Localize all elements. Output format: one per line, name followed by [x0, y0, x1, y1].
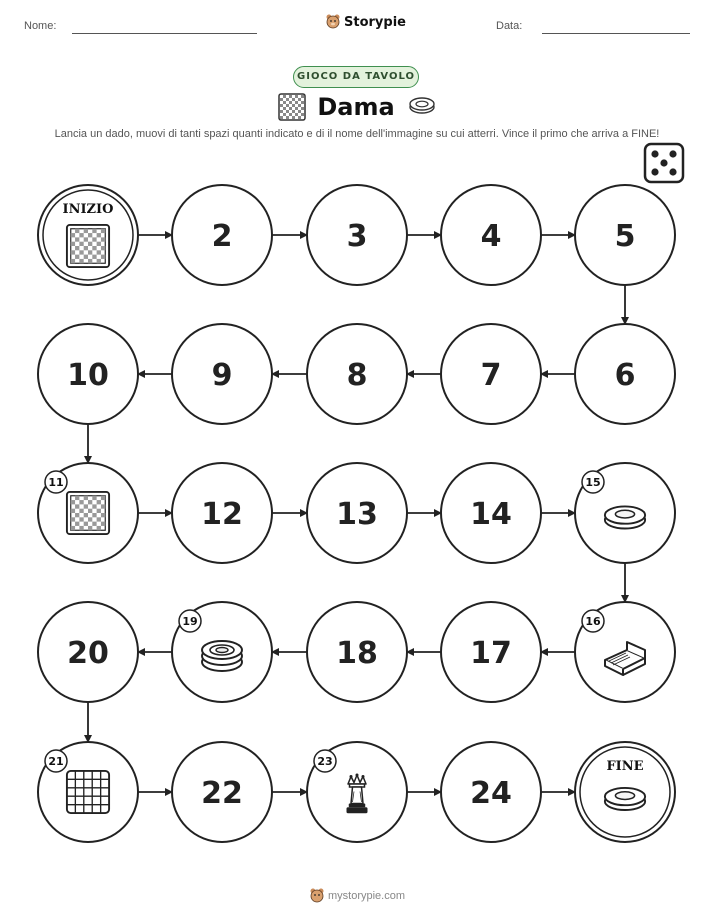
board-space[interactable]: [441, 463, 541, 563]
start-space[interactable]: [38, 185, 138, 285]
board-space[interactable]: [38, 463, 138, 563]
footer: [310, 888, 405, 904]
space-number: 4: [480, 219, 502, 254]
space-number: 9: [211, 358, 233, 393]
board-space[interactable]: [575, 185, 675, 285]
board-space[interactable]: [441, 324, 541, 424]
space-number: 12: [201, 497, 243, 532]
board-space[interactable]: [38, 742, 138, 842]
page-title: Dama: [317, 93, 395, 121]
date-label: Data:: [496, 20, 523, 32]
board-space[interactable]: [307, 742, 407, 842]
board-space[interactable]: [172, 602, 272, 702]
space-label: FINE: [606, 759, 644, 774]
board-space[interactable]: [307, 463, 407, 563]
space-number: 19: [182, 615, 198, 628]
space-number: 13: [336, 497, 378, 532]
board-space[interactable]: [172, 463, 272, 563]
stacked-checker-icon: [202, 641, 242, 671]
space-number: 23: [317, 755, 333, 768]
brand-name: Storypie: [344, 14, 406, 30]
space-number: 5: [614, 219, 636, 254]
board-space[interactable]: [575, 463, 675, 563]
space-number: 10: [67, 358, 109, 393]
board-space[interactable]: [575, 324, 675, 424]
space-number: 17: [470, 636, 512, 671]
space-number: 18: [336, 636, 378, 671]
space-number: 24: [470, 776, 512, 811]
space-number: 11: [48, 476, 64, 489]
board-space[interactable]: [38, 602, 138, 702]
board-space[interactable]: [441, 185, 541, 285]
space-number: 14: [470, 497, 512, 532]
space-label: INIZIO: [62, 202, 114, 217]
space-number: 21: [48, 755, 64, 768]
category-badge: GIOCO DA TAVOLO: [293, 66, 419, 88]
checkerboard-icon: [67, 492, 109, 534]
instructions: Lancia un dado, muovi di tanti spazi quanti indicato e di il nome dell'immagine su cui atterri. Vince il primo che arriva a FINE!: [54, 128, 660, 140]
footer-bear-icon: [310, 888, 324, 904]
checker-piece-icon: [605, 788, 645, 810]
space-number: 6: [614, 358, 636, 393]
board-space[interactable]: [38, 324, 138, 424]
space-number: 8: [346, 358, 368, 393]
board-space[interactable]: [307, 185, 407, 285]
board-space[interactable]: [575, 602, 675, 702]
checkerboard-icon: [67, 225, 109, 267]
name-label: Nome:: [24, 20, 57, 32]
space-number: 3: [346, 219, 368, 254]
footer-link[interactable]: mystorypie.com: [328, 890, 406, 902]
board-space[interactable]: [172, 324, 272, 424]
checker-piece-icon: [605, 506, 645, 528]
grid-board-icon: [67, 771, 109, 813]
finish-space[interactable]: [575, 742, 675, 842]
space-number: 20: [67, 636, 109, 671]
board-space[interactable]: [441, 602, 541, 702]
board-space[interactable]: [172, 742, 272, 842]
space-number: 7: [480, 358, 502, 393]
space-number: 16: [585, 615, 601, 628]
space-number: 22: [201, 776, 243, 811]
board-space[interactable]: [307, 324, 407, 424]
space-number: 2: [211, 219, 233, 254]
board-space[interactable]: [172, 185, 272, 285]
board-space[interactable]: [307, 602, 407, 702]
board-space[interactable]: [441, 742, 541, 842]
space-number: 15: [585, 476, 601, 489]
